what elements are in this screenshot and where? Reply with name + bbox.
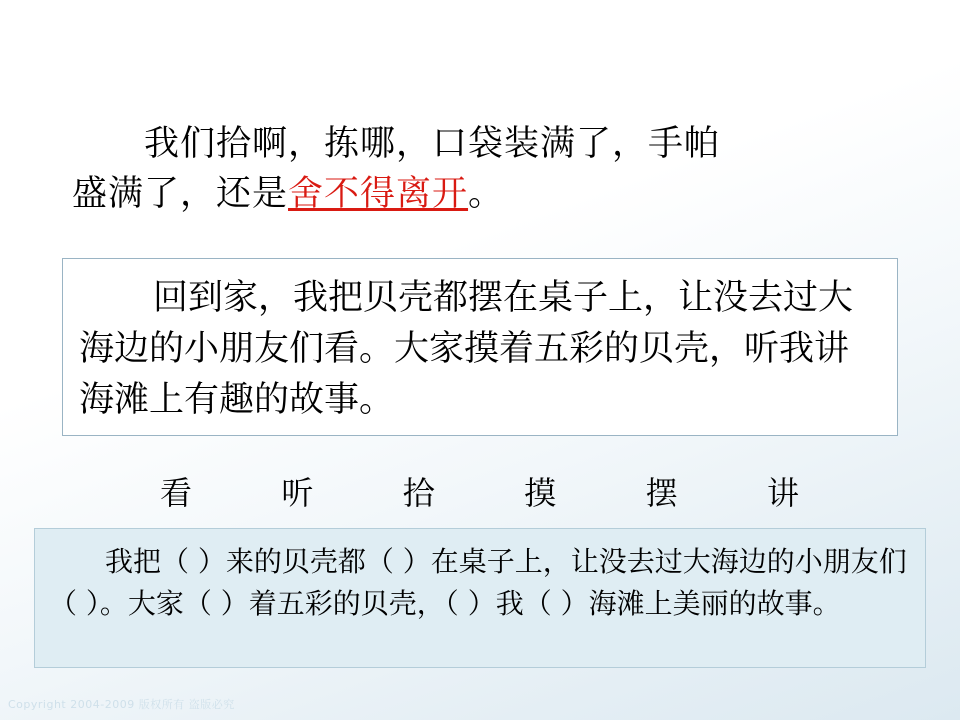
verb-list [160,468,800,514]
passage-box [62,258,898,436]
verb-item-4[interactable]: 摆 [645,474,679,512]
paragraph-top [72,120,896,219]
paragraph-top-line-2-suffix: 。 [468,173,505,214]
fill-in-exercise-text-wrapper [49,541,911,625]
fill-in-exercise-box [34,528,926,668]
verb-item-3[interactable]: 摸 [524,474,558,512]
fill-in-exercise-text: 我把（ ）来的贝壳都（ ）在桌子上，让没去过大海边的小朋友们（ ）。大家（ ）着五彩的贝壳，（ ）我（ ）海滩上美丽的故事。 [49,545,907,620]
verb-item-1[interactable]: 听 [281,474,315,512]
paragraph-top-line-1-text: 我们拾啊，拣哪，口袋装满了，手帕 [144,124,721,164]
passage-box-text-wrapper [79,273,881,425]
verb-item-2[interactable]: 拾 [402,474,436,512]
paragraph-top-line-2 [72,170,896,220]
paragraph-top-line-2-prefix: 盛满了，还是 [72,173,289,214]
passage-box-text: 回到家，我把贝壳都摆在桌子上，让没去过大海边的小朋友们看。大家摸着五彩的贝壳，听我讲海滩上有趣的故事。 [79,278,854,420]
copyright-footer: Copyright 2004-2009 版权所有 盗版必究 [8,698,235,711]
verb-item-5[interactable]: 讲 [766,474,800,512]
verb-item-0[interactable]: 看 [160,474,194,512]
highlighted-phrase: 舍不得离开 [288,173,469,214]
paragraph-top-line-1 [72,120,896,170]
